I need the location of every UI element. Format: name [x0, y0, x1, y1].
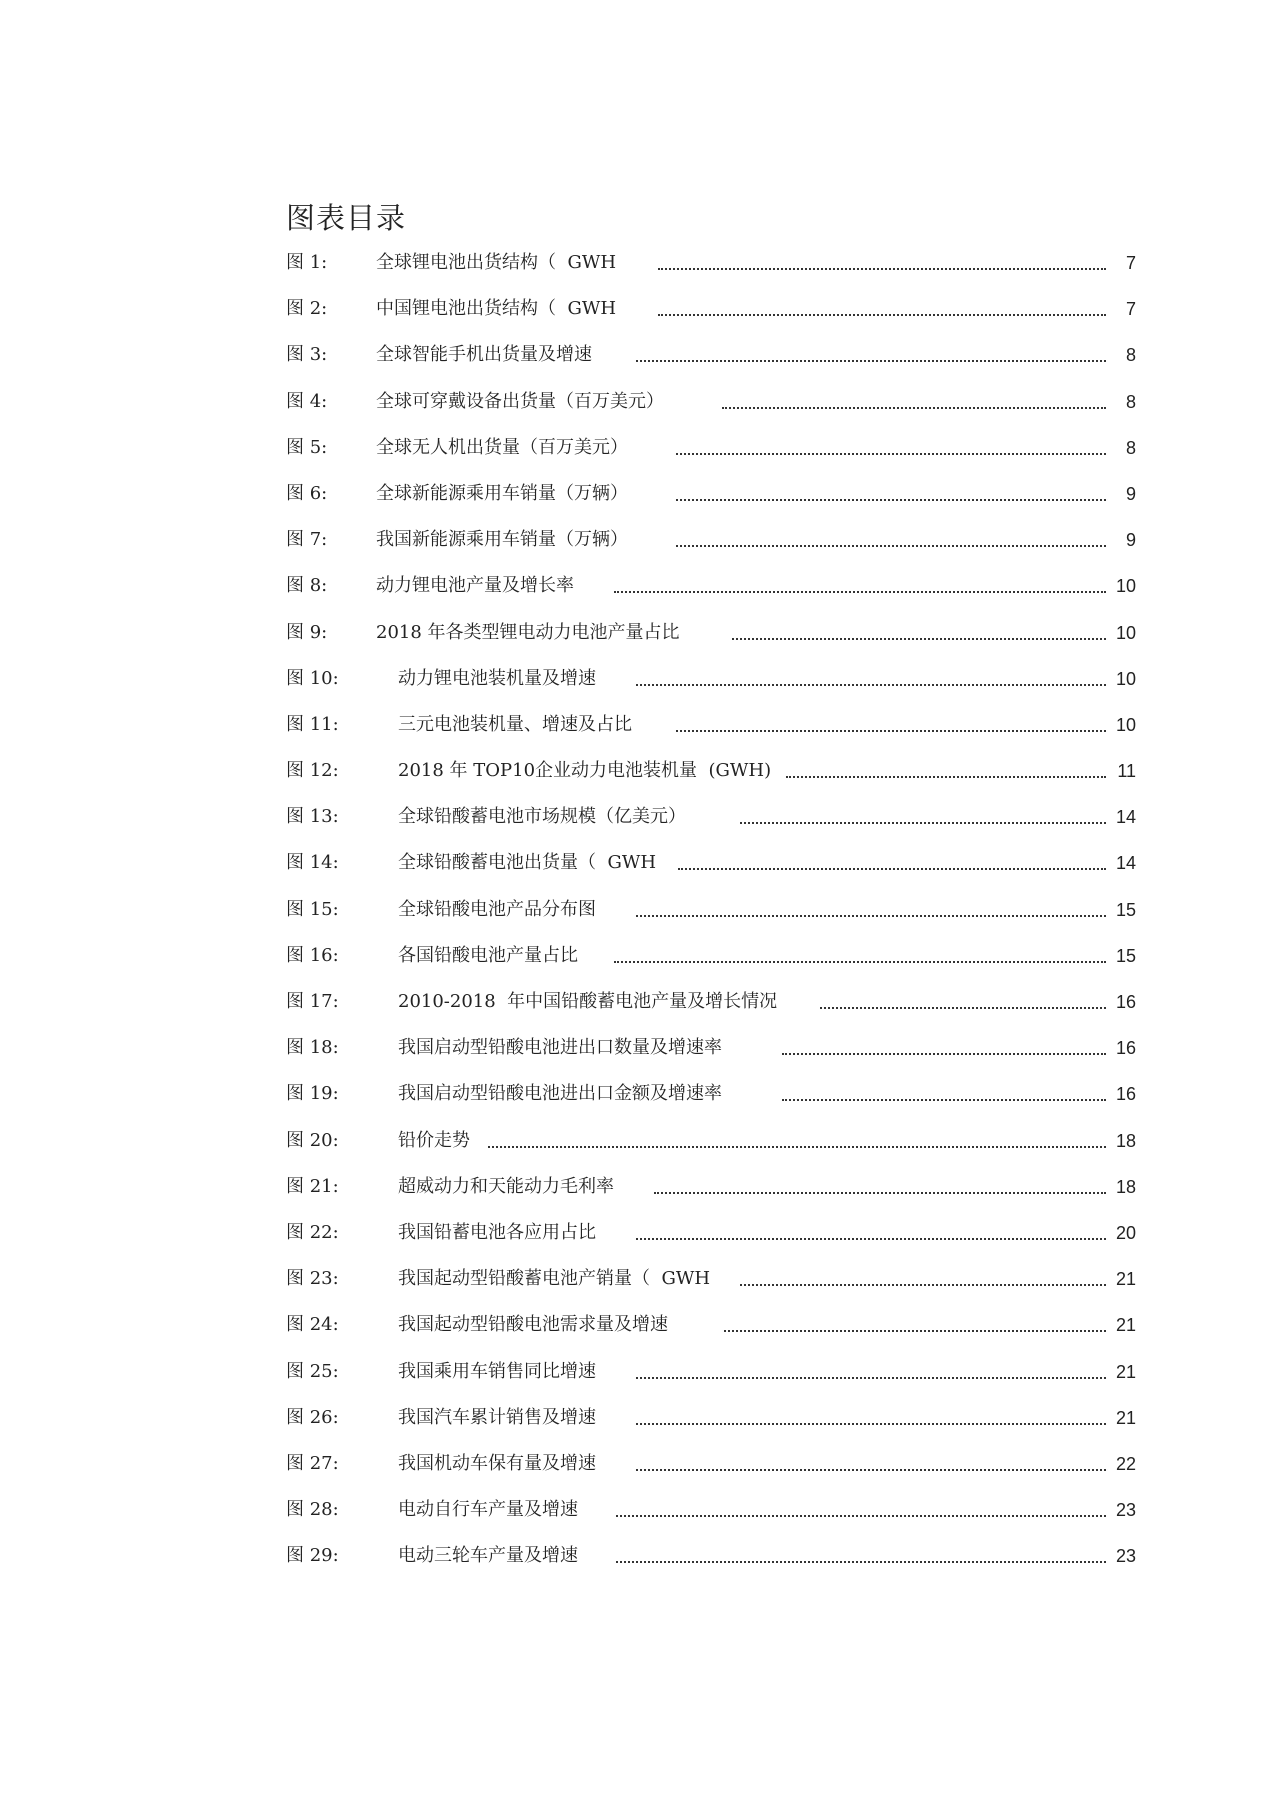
figure-number: 图 19: — [286, 1083, 339, 1105]
toc-entry[interactable] — [286, 525, 1136, 571]
figure-number: 图 3: — [286, 344, 328, 366]
figure-title: 我国启动型铅酸电池进出口数量及增速率 — [398, 1037, 722, 1059]
figure-number: 图 25: — [286, 1360, 339, 1382]
leader-dots — [676, 439, 1106, 455]
leader-dots — [782, 1039, 1106, 1055]
figure-title: 全球无人机出货量（百万美元） — [376, 436, 628, 458]
toc-list — [286, 248, 1136, 1587]
toc-entry[interactable] — [286, 664, 1136, 710]
figure-title: 电动三轮车产量及增速 — [398, 1545, 578, 1567]
figure-number: 图 27: — [286, 1452, 339, 1474]
figure-number: 图 14: — [286, 852, 339, 874]
toc-entry[interactable] — [286, 387, 1136, 433]
toc-entry[interactable] — [286, 895, 1136, 941]
figure-number: 图 8: — [286, 575, 328, 597]
page-number[interactable]: 14 — [1115, 807, 1136, 828]
figure-title: 超威动力和天能动力毛利率 — [398, 1175, 614, 1197]
figure-title: 2018 年各类型锂电动力电池产量占比 — [376, 621, 680, 643]
toc-entry[interactable] — [286, 1218, 1136, 1264]
figure-title: 全球新能源乘用车销量（万辆） — [376, 482, 628, 504]
figure-number: 图 10: — [286, 667, 339, 689]
leader-dots — [658, 300, 1106, 316]
page-number[interactable]: 9 — [1125, 530, 1136, 551]
dot-leader — [636, 1357, 1136, 1387]
figure-title: 全球可穿戴设备出货量（百万美元） — [376, 390, 664, 412]
figure-number: 图 18: — [286, 1037, 339, 1059]
page-number[interactable]: 10 — [1115, 714, 1136, 735]
toc-entry[interactable] — [286, 1403, 1136, 1449]
dot-leader — [676, 479, 1136, 509]
toc-entry[interactable] — [286, 1541, 1136, 1587]
figure-number: 图 28: — [286, 1499, 339, 1521]
figure-title: 我国汽车累计销售及增速 — [398, 1406, 596, 1428]
dot-leader — [782, 1079, 1136, 1109]
page-number[interactable]: 11 — [1117, 761, 1136, 782]
page-number[interactable]: 7 — [1125, 253, 1136, 273]
leader-dots — [488, 1132, 1106, 1148]
figure-number: 图 26: — [286, 1406, 339, 1428]
page-number[interactable]: 22 — [1115, 1453, 1136, 1474]
leader-dots — [724, 1316, 1106, 1332]
leader-dots — [616, 1501, 1106, 1517]
toc-entry[interactable] — [286, 756, 1136, 802]
figure-number: 图 17: — [286, 991, 339, 1012]
page-number[interactable]: 15 — [1115, 899, 1136, 920]
figure-title: 全球铅酸电池产品分布图 — [398, 898, 596, 920]
figure-title: 2018 年 TOP10企业动力电池装机量 (GWH) — [398, 760, 772, 782]
figure-number: 图 20: — [286, 1129, 339, 1151]
page-number[interactable]: 23 — [1115, 1546, 1136, 1567]
leader-dots — [636, 670, 1106, 686]
dot-leader — [636, 895, 1136, 925]
leader-dots — [676, 531, 1106, 547]
toc-entry[interactable] — [286, 479, 1136, 525]
page-number[interactable]: 21 — [1115, 1269, 1136, 1290]
leader-dots — [616, 1547, 1106, 1563]
dot-leader — [740, 1264, 1136, 1294]
figure-title: 铅价走势 — [398, 1129, 470, 1151]
toc-entry[interactable] — [286, 248, 1136, 294]
figure-number: 图 1: — [286, 252, 328, 273]
leader-dots — [678, 854, 1106, 870]
leader-dots — [636, 1363, 1106, 1379]
dot-leader — [678, 848, 1136, 878]
figure-number: 图 9: — [286, 621, 328, 643]
dot-leader — [732, 618, 1136, 648]
toc-entry[interactable] — [286, 802, 1136, 848]
figure-title: 中国锂电池出货结构（ GWH — [376, 298, 617, 320]
page-number[interactable]: 10 — [1115, 622, 1136, 643]
dot-leader — [614, 571, 1136, 601]
leader-dots — [654, 1178, 1106, 1194]
dot-leader — [676, 433, 1136, 463]
page-number[interactable]: 18 — [1115, 1130, 1136, 1151]
figure-title: 我国机动车保有量及增速 — [398, 1452, 596, 1474]
page-number[interactable]: 10 — [1115, 576, 1136, 597]
figure-number: 图 11: — [286, 713, 339, 735]
figure-title: 我国乘用车销售同比增速 — [398, 1360, 596, 1382]
dot-leader — [786, 756, 1136, 786]
dot-leader — [820, 987, 1136, 1017]
page-number[interactable]: 14 — [1115, 853, 1136, 874]
toc-entry[interactable] — [286, 1449, 1136, 1495]
figure-number: 图 21: — [286, 1175, 339, 1197]
page-number[interactable]: 15 — [1115, 945, 1136, 966]
figure-title: 我国新能源乘用车销量（万辆） — [376, 529, 628, 551]
toc-entry[interactable] — [286, 1033, 1136, 1079]
page-number[interactable]: 16 — [1115, 992, 1136, 1012]
dot-leader — [636, 1403, 1136, 1433]
dot-leader — [654, 1172, 1136, 1202]
toc-title: 图表目录 — [286, 201, 407, 235]
figure-title: 电动自行车产量及增速 — [398, 1499, 578, 1521]
leader-dots — [614, 947, 1106, 963]
figure-number: 图 12: — [286, 760, 339, 782]
figure-number: 图 7: — [286, 529, 328, 551]
toc-entry[interactable] — [286, 1172, 1136, 1218]
figure-title: 动力锂电池产量及增长率 — [376, 575, 574, 597]
dot-leader — [740, 802, 1136, 832]
toc-entry[interactable] — [286, 1079, 1136, 1125]
dot-leader — [616, 1541, 1136, 1571]
dot-leader — [616, 1495, 1136, 1525]
page-number[interactable]: 9 — [1125, 483, 1136, 504]
leader-dots — [636, 346, 1106, 362]
dot-leader — [658, 248, 1136, 278]
dot-leader — [488, 1126, 1136, 1156]
dot-leader — [676, 525, 1136, 555]
figure-title: 我国起动型铅酸蓄电池产销量（ GWH — [398, 1268, 711, 1290]
dot-leader — [614, 941, 1136, 971]
toc-entry[interactable] — [286, 1264, 1136, 1310]
figure-title: 我国起动型铅酸电池需求量及增速 — [398, 1314, 668, 1336]
dot-leader — [724, 1310, 1136, 1340]
leader-dots — [782, 1085, 1106, 1101]
figure-title: 动力锂电池装机量及增速 — [398, 667, 596, 689]
toc-entry[interactable] — [286, 987, 1136, 1033]
figure-number: 图 2: — [286, 298, 328, 320]
leader-dots — [636, 1409, 1106, 1425]
figure-title: 全球铅酸蓄电池市场规模（亿美元） — [398, 806, 686, 828]
toc-entry[interactable] — [286, 571, 1136, 617]
leader-dots — [740, 808, 1106, 824]
leader-dots — [786, 762, 1106, 778]
leader-dots — [636, 901, 1106, 917]
page-number[interactable]: 21 — [1115, 1361, 1136, 1382]
toc-entry[interactable] — [286, 848, 1136, 894]
page-number[interactable]: 16 — [1115, 1084, 1136, 1105]
dot-leader — [636, 664, 1136, 694]
toc-entry[interactable] — [286, 1495, 1136, 1541]
toc-entry[interactable] — [286, 294, 1136, 340]
figure-number: 图 23: — [286, 1268, 339, 1290]
figure-title: 各国铅酸电池产量占比 — [398, 944, 578, 966]
toc-entry[interactable] — [286, 1310, 1136, 1356]
toc-entry[interactable] — [286, 941, 1136, 987]
page-number[interactable]: 10 — [1115, 668, 1136, 689]
dot-leader — [782, 1033, 1136, 1063]
toc-entry[interactable] — [286, 710, 1136, 756]
dot-leader — [722, 387, 1136, 417]
leader-dots — [732, 624, 1106, 640]
leader-dots — [676, 716, 1106, 732]
figure-title: 我国启动型铅酸电池进出口金额及增速率 — [398, 1083, 722, 1105]
page-number[interactable]: 18 — [1115, 1176, 1136, 1197]
figure-number: 图 22: — [286, 1221, 339, 1243]
figure-number: 图 29: — [286, 1545, 339, 1567]
figure-title: 2010-2018 年中国铅酸蓄电池产量及增长情况 — [398, 991, 778, 1012]
leader-dots — [636, 1224, 1106, 1240]
page-number[interactable]: 8 — [1125, 391, 1136, 412]
toc-entry[interactable] — [286, 340, 1136, 386]
leader-dots — [614, 577, 1106, 593]
figure-number: 图 24: — [286, 1314, 339, 1336]
page-number[interactable]: 20 — [1115, 1222, 1136, 1243]
leader-dots — [722, 393, 1106, 409]
toc-entry[interactable] — [286, 433, 1136, 479]
figure-title: 三元电池装机量、增速及占比 — [398, 713, 632, 735]
figure-number: 图 6: — [286, 482, 328, 504]
leader-dots — [636, 1455, 1106, 1471]
figure-title: 全球锂电池出货结构（ GWH — [376, 252, 617, 273]
toc-entry[interactable] — [286, 1126, 1136, 1172]
leader-dots — [658, 254, 1106, 270]
toc-entry[interactable] — [286, 1357, 1136, 1403]
page-number[interactable]: 7 — [1125, 299, 1136, 320]
dot-leader — [658, 294, 1136, 324]
figure-number: 图 13: — [286, 806, 339, 828]
page-number[interactable]: 23 — [1115, 1500, 1136, 1521]
figure-number: 图 4: — [286, 390, 328, 412]
figure-number: 图 15: — [286, 898, 339, 920]
leader-dots — [676, 485, 1106, 501]
dot-leader — [676, 710, 1136, 740]
dot-leader — [636, 1449, 1136, 1479]
page-number[interactable]: 21 — [1115, 1407, 1136, 1428]
figure-number: 图 16: — [286, 944, 339, 966]
figure-title: 全球智能手机出货量及增速 — [376, 344, 592, 366]
figure-title: 全球铅酸蓄电池出货量（ GWH — [398, 852, 657, 874]
leader-dots — [740, 1270, 1106, 1286]
page-number[interactable]: 16 — [1115, 1038, 1136, 1059]
dot-leader — [636, 340, 1136, 370]
toc-entry[interactable] — [286, 618, 1136, 664]
leader-dots — [820, 993, 1106, 1009]
figure-title: 我国铅蓄电池各应用占比 — [398, 1221, 596, 1243]
dot-leader — [636, 1218, 1136, 1248]
page-number[interactable]: 8 — [1125, 437, 1136, 458]
page-number[interactable]: 8 — [1125, 345, 1136, 366]
figure-number: 图 5: — [286, 436, 328, 458]
page-number[interactable]: 21 — [1115, 1315, 1136, 1336]
